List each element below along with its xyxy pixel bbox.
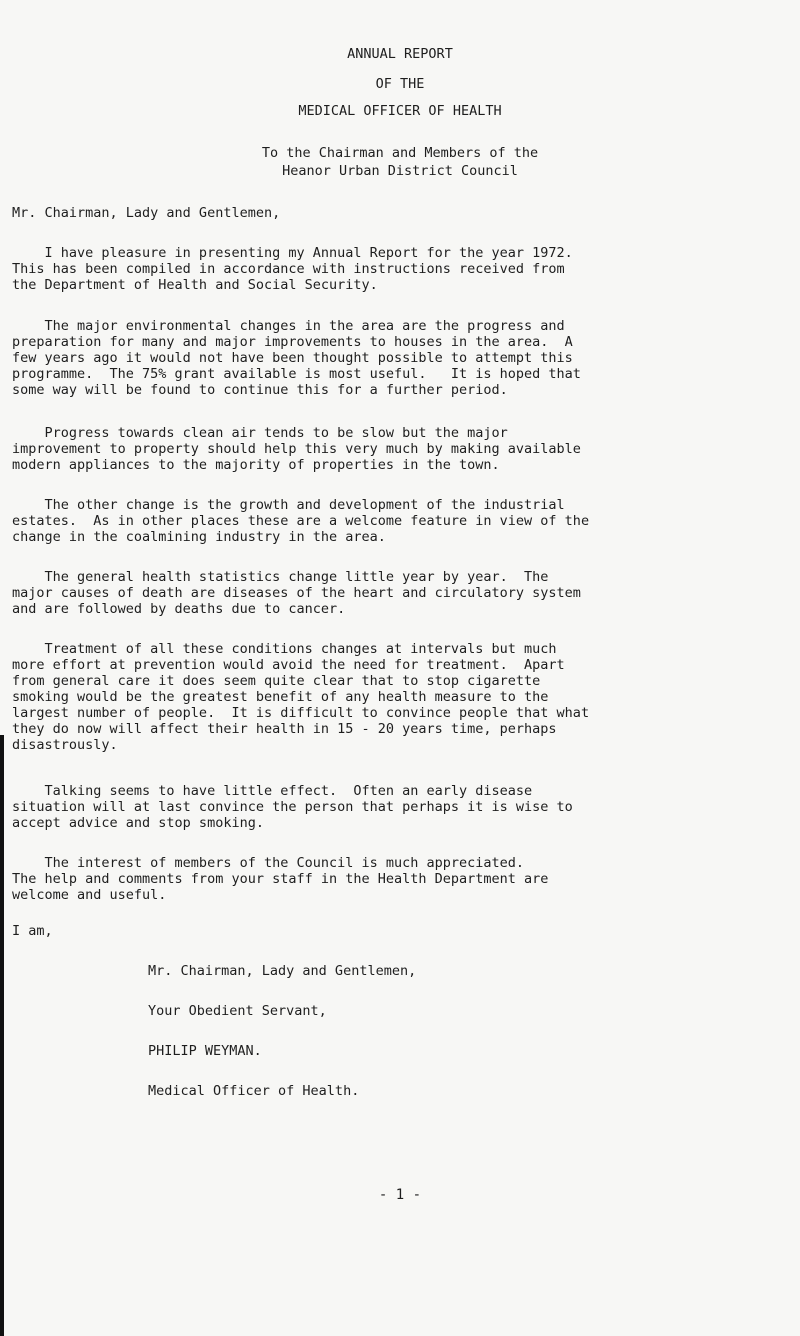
paragraph-2 xyxy=(12,318,792,398)
paragraph-line: This has been compiled in accordance with instructions received from xyxy=(12,261,565,277)
paragraph-line: change in the coalmining industry in the area. xyxy=(12,529,386,545)
addressee-line-2: Heanor Urban District Council xyxy=(282,163,518,179)
paragraph-line: The other change is the growth and development of the industrial xyxy=(12,497,565,513)
paragraph-line: Progress towards clean air tends to be slow but the major xyxy=(12,425,508,441)
heading-of-the: OF THE xyxy=(375,76,425,92)
paragraph-4 xyxy=(12,497,792,545)
paragraph-line: accept advice and stop smoking. xyxy=(12,815,264,831)
paragraph-line: largest number of people. It is difficult to convince people that what xyxy=(12,705,590,721)
signatory-title: Medical Officer of Health. xyxy=(148,1083,360,1099)
paragraph-line: The major environmental changes in the area are the progress and xyxy=(12,318,565,334)
paragraph-6 xyxy=(12,641,792,753)
paragraph-line: Talking seems to have little effect. Often an early disease xyxy=(12,783,533,799)
paragraph-line: The general health statistics change little year by year. The xyxy=(12,569,549,585)
paragraph-line: disastrously. xyxy=(12,737,118,753)
paragraph-line: smoking would be the greatest benefit of any health measure to the xyxy=(12,689,549,705)
paragraph-line: preparation for many and major improvements to houses in the area. A xyxy=(12,334,573,350)
paragraph-line: modern appliances to the majority of properties in the town. xyxy=(12,457,500,473)
signatory-name: PHILIP WEYMAN. xyxy=(148,1043,262,1059)
paragraph-7 xyxy=(12,783,792,831)
page-number: - 1 - xyxy=(378,1187,422,1203)
closing-salutation: Mr. Chairman, Lady and Gentlemen, xyxy=(148,963,417,979)
paragraph-line: situation will at last convince the person that perhaps it is wise to xyxy=(12,799,573,815)
salutation: Mr. Chairman, Lady and Gentlemen, xyxy=(12,205,281,221)
paragraph-line: and are followed by deaths due to cancer. xyxy=(12,601,346,617)
heading-medical-officer: MEDICAL OFFICER OF HEALTH xyxy=(298,103,502,119)
paragraph-line: they do now will affect their health in 15 - 20 years time, perhaps xyxy=(12,721,557,737)
paragraph-line: from general care it does seem quite clear that to stop cigarette xyxy=(12,673,541,689)
paragraph-5 xyxy=(12,569,792,617)
paragraph-line: welcome and useful. xyxy=(12,887,167,903)
paragraph-1 xyxy=(12,245,792,293)
paragraph-3 xyxy=(12,425,792,473)
paragraph-line: the Department of Health and Social Security. xyxy=(12,277,378,293)
paragraph-line: more effort at prevention would avoid the need for treatment. Apart xyxy=(12,657,565,673)
heading-title: ANNUAL REPORT xyxy=(347,46,453,62)
paragraph-line: Treatment of all these conditions changes at intervals but much xyxy=(12,641,557,657)
paragraph-line: major causes of death are diseases of the heart and circulatory system xyxy=(12,585,581,601)
paragraph-line: programme. The 75% grant available is most useful. It is hoped that xyxy=(12,366,581,382)
closing-servant: Your Obedient Servant, xyxy=(148,1003,327,1019)
paragraph-line: some way will be found to continue this for a further period. xyxy=(12,382,508,398)
addressee-line-1: To the Chairman and Members of the xyxy=(261,145,539,161)
paragraph-line: few years ago it would not have been thought possible to attempt this xyxy=(12,350,573,366)
paragraph-line: The help and comments from your staff in the Health Department are xyxy=(12,871,549,887)
paragraph-line: I have pleasure in presenting my Annual Report for the year 1972. xyxy=(12,245,573,261)
paragraph-line: estates. As in other places these are a welcome feature in view of the xyxy=(12,513,590,529)
paragraph-line: improvement to property should help this very much by making available xyxy=(12,441,581,457)
closing-i-am: I am, xyxy=(12,923,53,939)
paragraph-8 xyxy=(12,855,792,903)
paragraph-line: The interest of members of the Council is much appreciated. xyxy=(12,855,525,871)
